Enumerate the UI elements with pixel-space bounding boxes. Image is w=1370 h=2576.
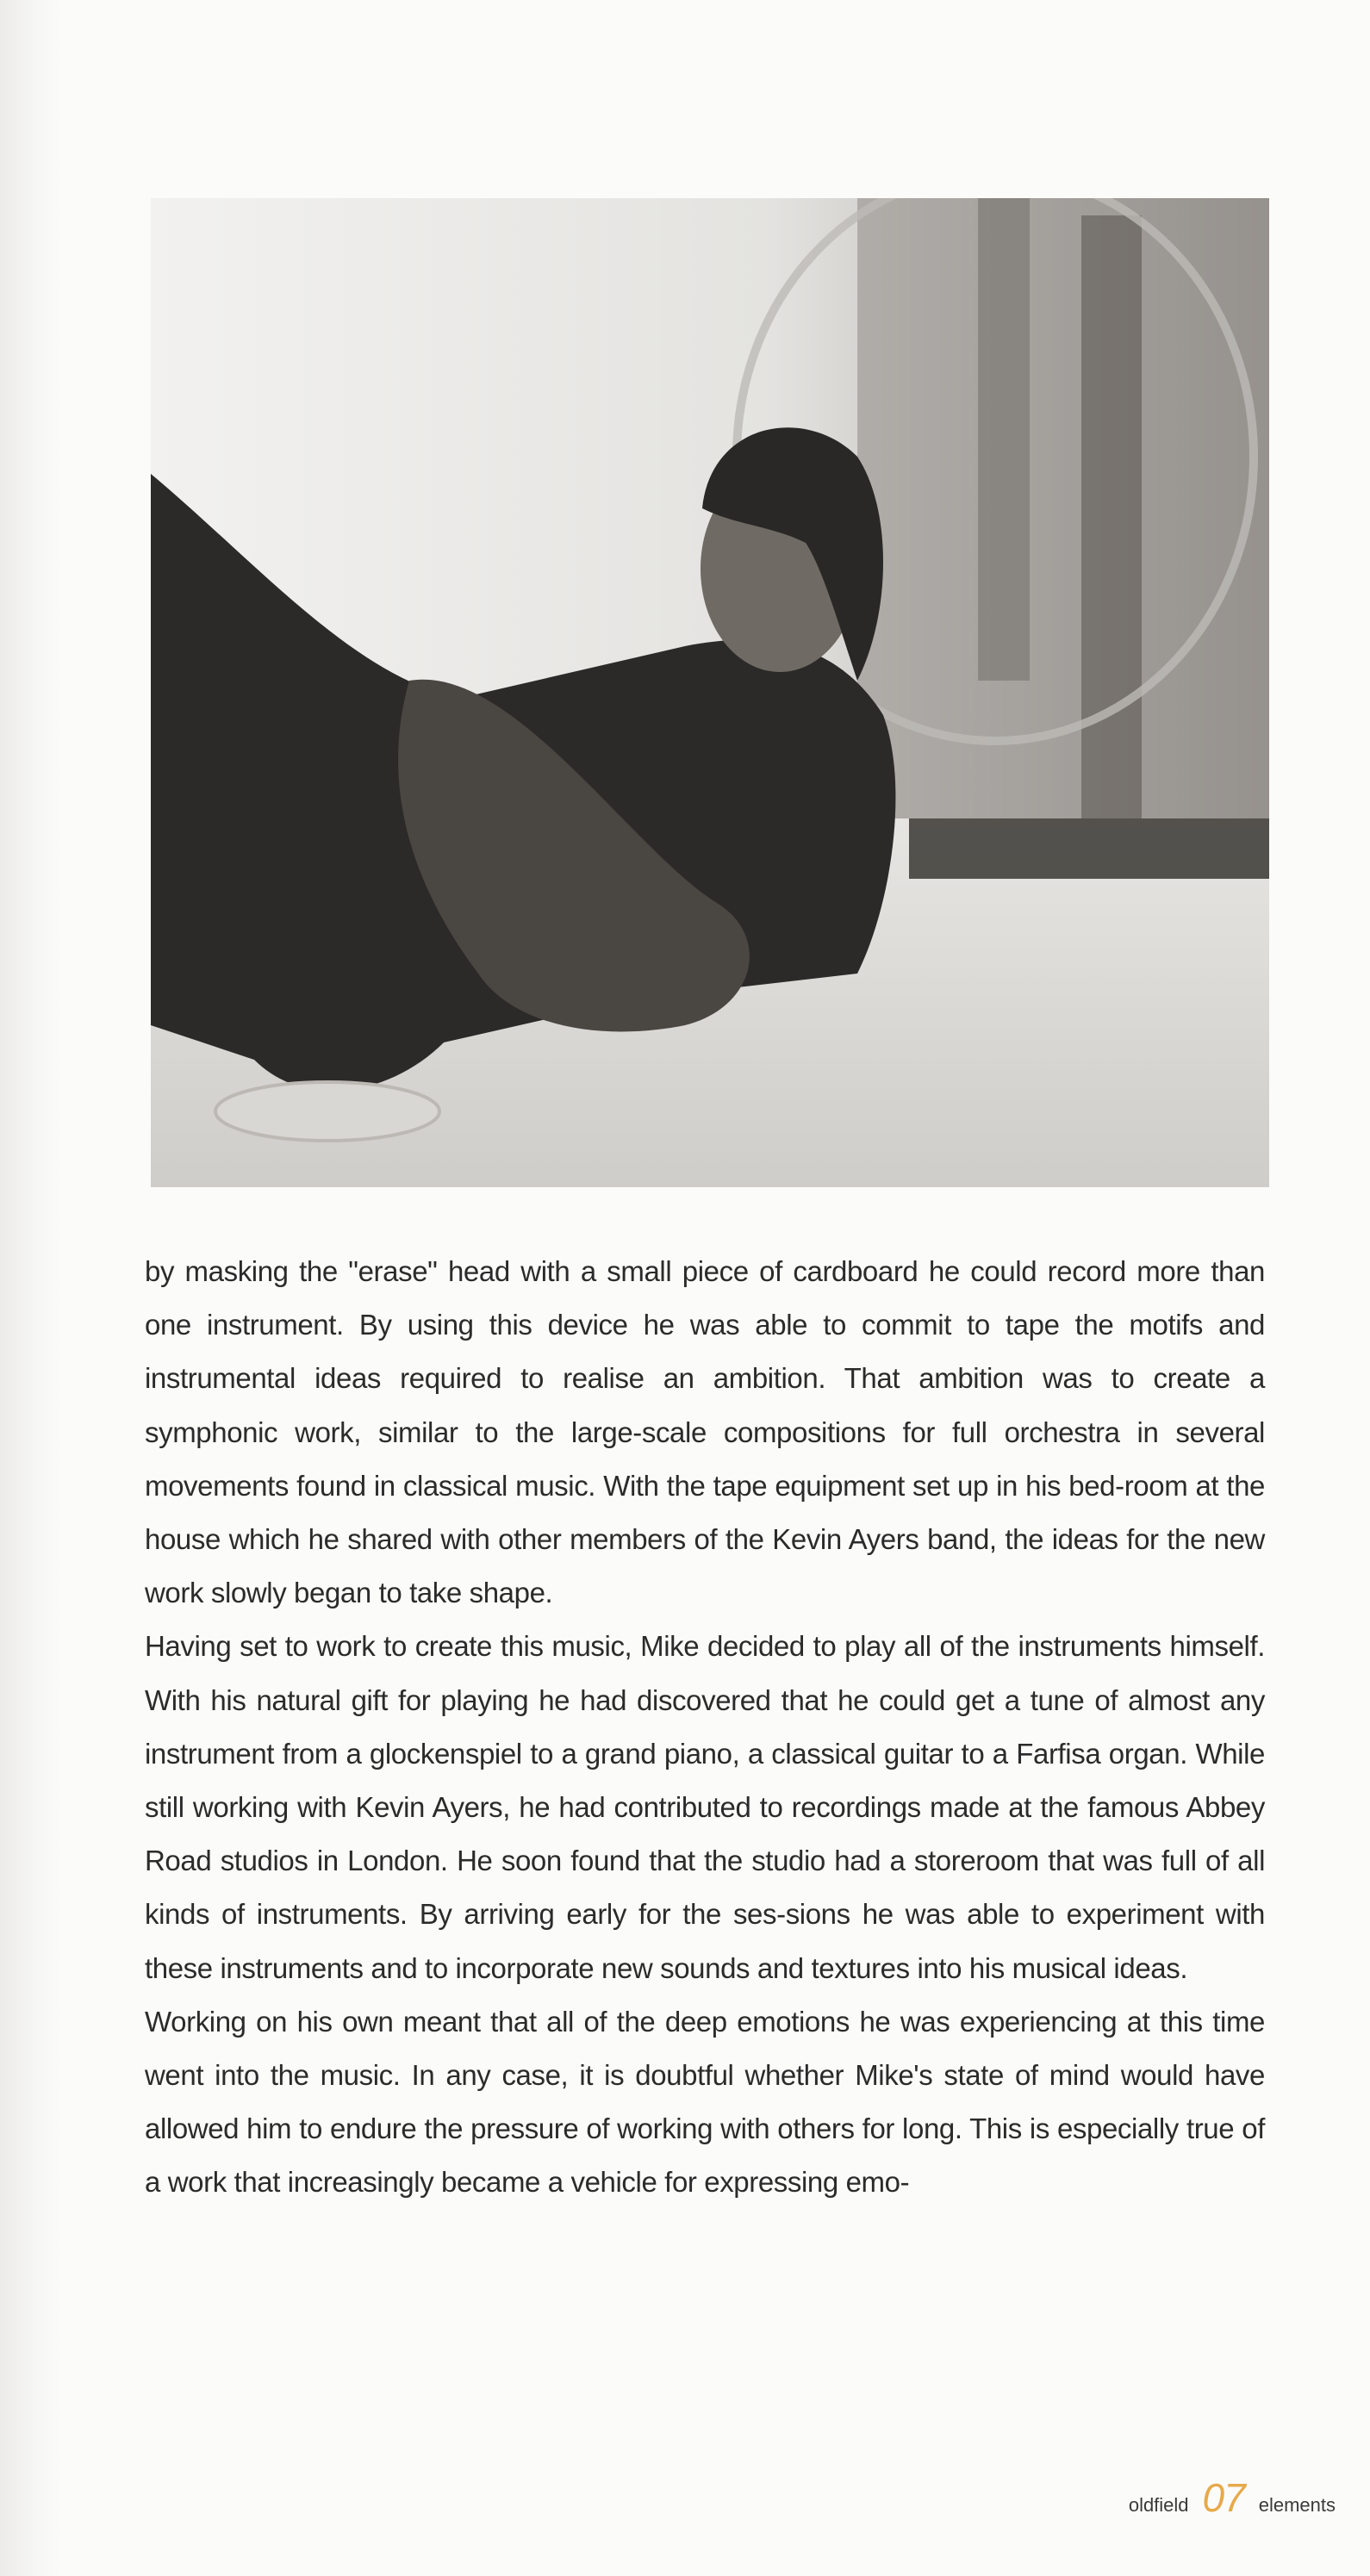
page-footer <box>1129 2474 1336 2521</box>
body-paragraph-1: by masking the "erase" head with a small piece of cardboard he could record more than one instrument. By using this device he was able to commit to tape the motifs and instrumental ideas required to realise an ambition. That ambition was to create a symphonic work, similar to the large-scale compositions for full orchestra in several movements found in classical music. With the tape equipment set up in his bed-room at the house which he shared with other members of the Kevin Ayers band, the ideas for the new work slowly began to take shape. <box>145 1255 1265 1609</box>
body-paragraph-2: Having set to work to create this music, Mike decided to play all of the instruments himself. With his natural gift for playing he had discovered that he could get a tune of almost any instrument from a glockenspiel to a grand piano, a classical guitar to a Farfisa organ. While still working with Kevin Ayers, he had contributed to recordings made at the famous Abbey Road studios in London. He soon found that the studio had a storeroom that was full of all kinds of instruments. By arriving early for the ses-sions he was able to experiment with these instruments and to incorporate new sounds and textures into his musical ideas. <box>145 1630 1265 1984</box>
footer-section-name: oldfield <box>1128 2494 1189 2516</box>
black-and-white-photo <box>151 198 1269 1187</box>
body-paragraph-3: Working on his own meant that all of the deep emotions he was experiencing at this time went into the music. In any case, it is doubtful whether Mike's state of mind would have allowed him to endure the pressure of working with others for long. This is especially true of a work that increasingly became a vehicle for expressing emo- <box>145 2005 1265 2199</box>
photo-ashtray <box>215 1082 439 1141</box>
photo-illustration <box>151 198 1269 1187</box>
page-number: 07 <box>1202 2475 1245 2520</box>
article-body <box>145 1245 1265 2210</box>
page-gutter-shadow <box>0 0 60 2576</box>
footer-chapter-name: elements <box>1258 2494 1336 2516</box>
